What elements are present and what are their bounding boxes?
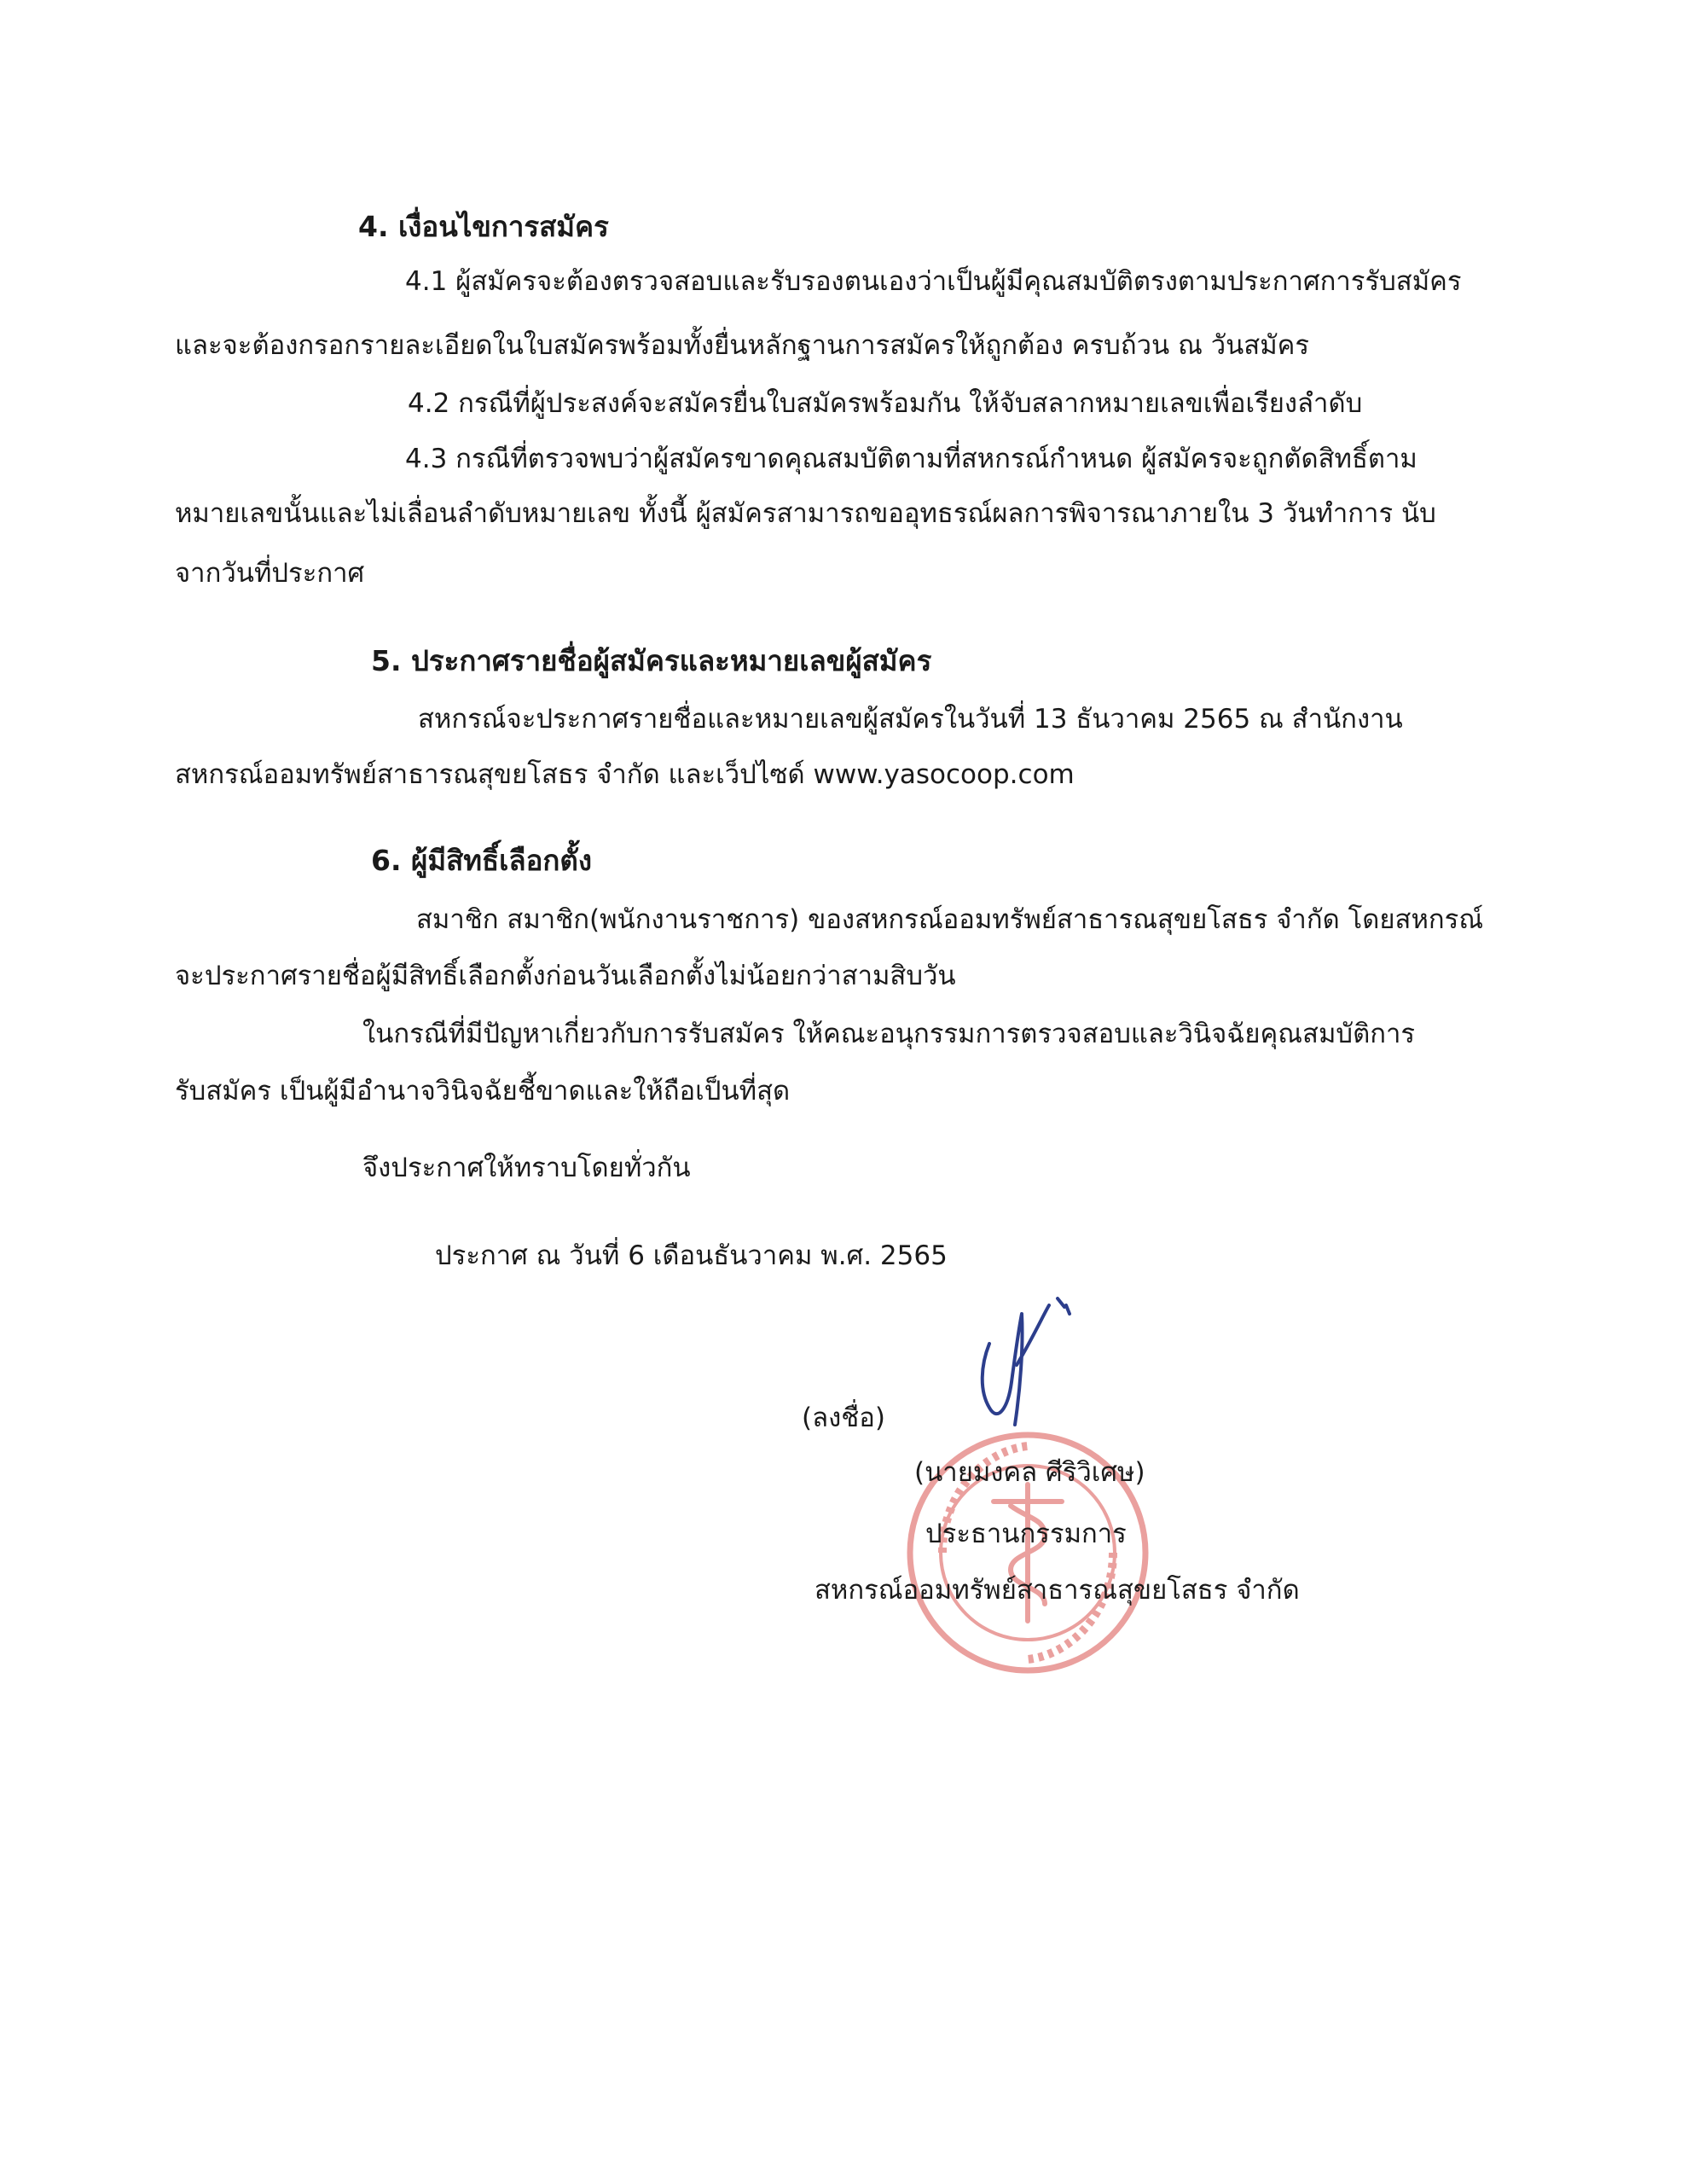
signer-position: ประธานกรรมการ (925, 1519, 1127, 1549)
closing-text: จึงประกาศให้ทราบโดยทั่วกัน (362, 1153, 691, 1183)
section-4-line-2: และจะต้องกรอกรายละเอียดในใบสมัครพร้อมทั้งยื่นหลักฐานการสมัครให้ถูกต้อง ครบถ้วน ณ วันสมัคร (175, 330, 1310, 361)
signer-organization: สหกรณ์ออมทรัพย์สาธารณสุขยโสธร จำกัด (815, 1575, 1300, 1606)
section-6-line-1: สมาชิก สมาชิก(พนักงานราชการ) ของสหกรณ์ออมทรัพย์สาธารณสุขยโสธร จำกัด โดยสหกรณ์ (416, 904, 1484, 935)
section-6-line-3: ในกรณีที่มีปัญหาเกี่ยวกับการรับสมัคร ให้คณะอนุกรรมการตรวจสอบและวินิจฉัยคุณสมบัติการ (362, 1019, 1416, 1049)
section-5-line-1: สหกรณ์จะประกาศรายชื่อและหมายเลขผู้สมัครในวันที่ 13 ธันวาคม 2565 ณ สำนักงาน (418, 704, 1403, 735)
section-6-line-4: รับสมัคร เป็นผู้มีอำนาจวินิจฉัยชี้ขาดและให้ถือเป็นที่สุด (175, 1076, 791, 1107)
section-4-line-3: 4.2 กรณีที่ผู้ประสงค์จะสมัครยื่นใบสมัครพร้อมกัน ให้จับสลากหมายเลขเพื่อเรียงลำดับ (408, 388, 1363, 419)
section-5-heading: 5. ประกาศรายชื่อผู้สมัครและหมายเลขผู้สมัคร (371, 644, 932, 677)
section-4-line-1 (405, 263, 1516, 300)
section-5-line-2: สหกรณ์ออมทรัพย์สาธารณสุขยโสธร จำกัด และเว็ปไซด์ www.yasocoop.com (175, 759, 1075, 790)
section-6-heading: 6. ผู้มีสิทธิ์เลือกตั้ง (371, 844, 592, 877)
sign-label: (ลงชื่อ) (802, 1403, 885, 1433)
section-4-line-6: จากวันที่ประกาศ (175, 558, 365, 589)
section-4-line-4: 4.3 กรณีที่ตรวจพบว่าผู้สมัครขาดคุณสมบัติตามที่สหกรณ์กำหนด ผู้สมัครจะถูกตัดสิทธิ์ตาม (405, 444, 1417, 474)
section-4-heading: 4. เงื่อนไขการสมัคร (358, 210, 609, 243)
section-6-line-2: จะประกาศรายชื่อผู้มีสิทธิ์เลือกตั้งก่อนวันเลือกตั้งไม่น้อยกว่าสามสิบวัน (175, 961, 956, 991)
signer-name: (นายมงคล ศีริวิเศษ) (914, 1457, 1145, 1488)
section-4-line-5: หมายเลขนั้นและไม่เลื่อนลำดับหมายเลข ทั้งนี้ ผู้สมัครสามารถขออุทธรณ์ผลการพิจารณาภายใน 3 วันทำการ นับ (175, 498, 1436, 529)
text: 4.1 ผู้สมัครจะต้องตรวจสอบและรับรองตนเองว่าเป็นผู้มีคุณสมบัติตรงตามประกาศการรับสมัคร (405, 266, 1462, 297)
date-line: ประกาศ ณ วันที่ 6 เดือนธันวาคม พ.ศ. 2565 (435, 1240, 948, 1271)
